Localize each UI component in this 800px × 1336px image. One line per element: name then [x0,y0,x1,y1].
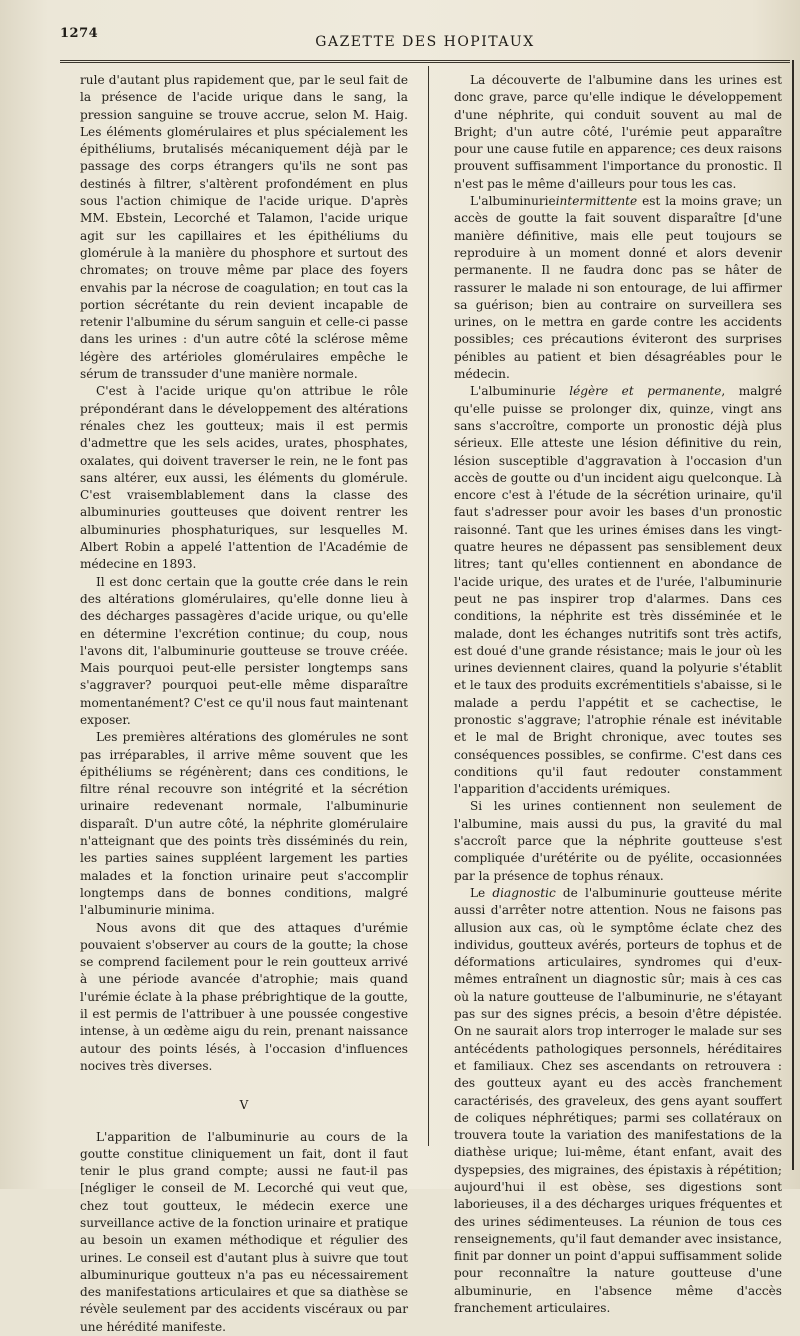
paragraph-text: , malgré qu'elle puisse se prolonger dix, quinze, vingt ans sans s'accroître, comporte un pronostic déjà plus sérieux. Elle atteste une lésion définitive du rein, lésion susceptible d'aggravation à l'occasion d'un accès de goutte ou d'un incident aigu quelconque. Là encore c'est à l'étude de la sécrétion urinaire, qu'il faut s'adresser pour avoir les bases d'un pronostic raisonné. Tant que les urines émises dans les vingt-quatre heures ne dépassent pas sensiblement deux litres; tant qu'elles contiennent en abondance de l'acide urique, des urates et de l'urée, l'albuminurie peut ne pas inspirer trop d'alarmes. Dans ces conditions, la néphrite est très disséminée et le malade, dont les échanges nutritifs sont très actifs, est doué d'une grande résistance; mais le jour où les urines deviennent claires, quand la polyurie s'établit et le taux des produits excrémentitiels s'abaisse, si le malade a perdu l'appétit et se cachectise, le pronostic s'aggrave; l'atrophie rénale est inévitable et le mal de Bright chronique, avec toutes ses conséquences possibles, se confirme. C'est dans ces conditions qu'il faut redouter constamment l'apparition d'accidents urémiques. [454,384,782,797]
paragraph-text: Le [470,885,493,900]
left-column [80,72,408,1336]
page-header [60,16,790,63]
emphasis: légère et permanente [569,384,722,399]
column-divider [428,66,429,1146]
journal-title: GAZETTE DES HOPITAUX [315,34,535,50]
paragraph: Si les urines contiennent non seulement de l'albumine, mais aussi du pus, la gravité du mal s'accroît parce que la néphrite goutteuse s'est compliquée d'urétérite ou de pyélite, occasionnées par la présence de tophus rénaux. [454,799,782,883]
page-edge-rule [792,60,794,1170]
section-heading: V [239,1098,249,1113]
emphasis: diagnostic [492,885,556,900]
paragraph-text: L'albuminurie [470,384,570,399]
paragraph-text: L'albuminurie [470,194,556,209]
paragraph: Les premières altérations des glomérules ne sont pas irréparables, il arrive même souvent que les épithéliums se régénèrent; dans ces conditions, le filtre rénal recouvre son intégrité et la sécrétion urinaire redevenant normale, l'albuminurie disparaît. D'un autre côté, la néphrite glomérulaire n'atteignant que des points très disséminés du rein, les parties saines suppléent largement les parties malades et la fonction urinaire peut s'accomplir longtemps dans de bonnes conditions, malgré l'albuminurie minima. [80,730,408,918]
paragraph: La découverte de l'albumine dans les urines est donc grave, parce qu'elle indique le développement d'une néphrite, qui conduit souvent au mal de Bright; d'un autre côté, l'urémie peut apparaître pour une cause futile en apparence; ces deux raisons prouvent suffisamment l'importance du pronostic. Il n'est pas le même d'ailleurs pour tous les cas. [454,73,782,191]
paragraph: C'est à l'acide urique qu'on attribue le rôle prépondérant dans le développement des altérations rénales chez les goutteux; mais il est permis d'admettre que les sels acides, urates, phosphates, oxalates, qui doivent traverser le rein, ne le font pas sans altérer, eux aussi, les éléments du glomérule. C'est vraisemblablement dans la classe des albuminuries goutteuses que doivent rentrer les albuminuries phosphaturiques, sur lesquelles M. Albert Robin a appelé l'attention de l'Académie de médecine en 1893. [80,384,408,572]
page-number: 1274 [60,26,99,41]
paragraph-text: de l'albuminurie goutteuse mérite aussi d'arrêter notre attention. Nous ne faisons pas allusion aux cas, où le symptôme éclate chez des individus, goutteux avérés, porteurs de tophus et de déformations articulaires, syndromes qui d'eux-mêmes entraînent un diagnostic sûr; mais à ces cas où la nature goutteuse de l'albuminurie, ne s'étayant pas sur des signes précis, a besoin d'être dépistée. On ne saurait alors trop interroger le malade sur ses antécédents pathologiques personnels, héréditaires et familiaux. Chez ses ascendants on retrouvera : des goutteux ayant eu des accès franchement caractérisés, des graveleux, des gens ayant souffert de coliques néphrétiques; parmi ses collatéraux on trouvera toute la variation des manifestations de la diathèse urique; lui-même, étant enfant, avait des dyspepsies, des migraines, des épistaxis à répétition; aujourd'hui il est obèse, ses digestions sont laborieuses, il a des décharges uriques fréquentes et des urines sédimenteuses. La réunion de tous ces renseignements, qu'il faut demander avec insistance, finit par donner un point d'appui suffisamment solide pour reconnaître la nature goutteuse d'une albuminurie, en l'absence même d'accès franchement articulaires. [454,885,782,1316]
paragraph [454,885,782,1317]
paragraph-text: est la moins grave; un accès de goutte la fait souvent disparaître [d'une manière définitive, mais elle peut toujours se reproduire à un moment donné et alors devenir permanente. Il ne faudra donc pas se hâter de rassurer le malade ni son entourage, de lui affirmer sa guérison; bien au contraire on surveillera ses urines, on le mettra en garde contre les accidents possibles; ces précautions éviteront des surprises pénibles au patient et bien désagréables pour le médecin. [454,194,782,382]
paragraph [454,193,782,383]
paragraph: L'apparition de l'albuminurie au cours de la goutte constitue cliniquement un fait, dont il faut tenir le plus grand compte; aussi ne faut-il pas [négliger le conseil de M. Lecorché qui veut que, chez tout goutteux, le médecin exerce une surveillance active de la fonction urinaire et pratique au besoin un examen méthodique et régulier des urines. Le conseil est d'autant plus à suivre que tout albuminurique goutteux n'a pas eu nécessairement des manifestations articulaires et que sa diathèse se révèle seulement par des accidents viscéraux ou par une hérédité manifeste. [80,1129,408,1334]
paragraph: rule d'autant plus rapidement que, par le seul fait de la présence de l'acide urique dans le sang, la pression sanguine se trouve accrue, selon M. Haig. Les éléments glomérulaires et plus spécialement les épithéliums, brutalisés mécaniquement déjà par le passage des corps étrangers qu'ils ne sont pas destinés à filtrer, s'altèrent profondément en plus sous l'action chimique de l'acide urique. D'après MM. Ebstein, Lecorché et Talamon, l'acide urique agit sur les capillaires et les épithéliums du glomérule à la manière du phosphore et surtout des chromates; on trouve même par place des foyers envahis par la nécrose de coagulation; en tout cas la portion sécrétante du rein devient incapable de retenir l'albumine du sérum sanguin et celle-ci passe dans les urines : d'un autre côté la sclérose même légère des artérioles glomérulaires empêche le sérum de transsuder d'une manière normale. [80,73,408,382]
paragraph: Nous avons dit que des attaques d'urémie pouvaient s'observer au cours de la goutte; la chose se comprend facilement pour le rein goutteux arrivé à une période avancée d'atrophie; mais quand l'urémie éclate à la phase prébrightique de la goutte, il est permis de l'attribuer à une poussée congestive intense, à un œdème aigu du rein, prenant naissance autour des points lésés, à l'occasion d'influences nocives très diverses. [80,920,408,1073]
paragraph: Il est donc certain que la goutte crée dans le rein des altérations glomérulaires, qu'elle donne lieu à des décharges passagères d'acide urique, ou qu'elle en détermine l'excrétion continue; du coup, nous l'avons dit, l'albuminurie goutteuse se trouve créée. Mais pourquoi peut-elle persister longtemps sans s'aggraver? pourquoi peut-elle même disparaître momentanément? C'est ce qu'il nous faut maintenant exposer. [80,574,408,727]
paragraph [454,383,782,798]
emphasis: intermittente [555,194,638,209]
right-column [454,72,782,1317]
